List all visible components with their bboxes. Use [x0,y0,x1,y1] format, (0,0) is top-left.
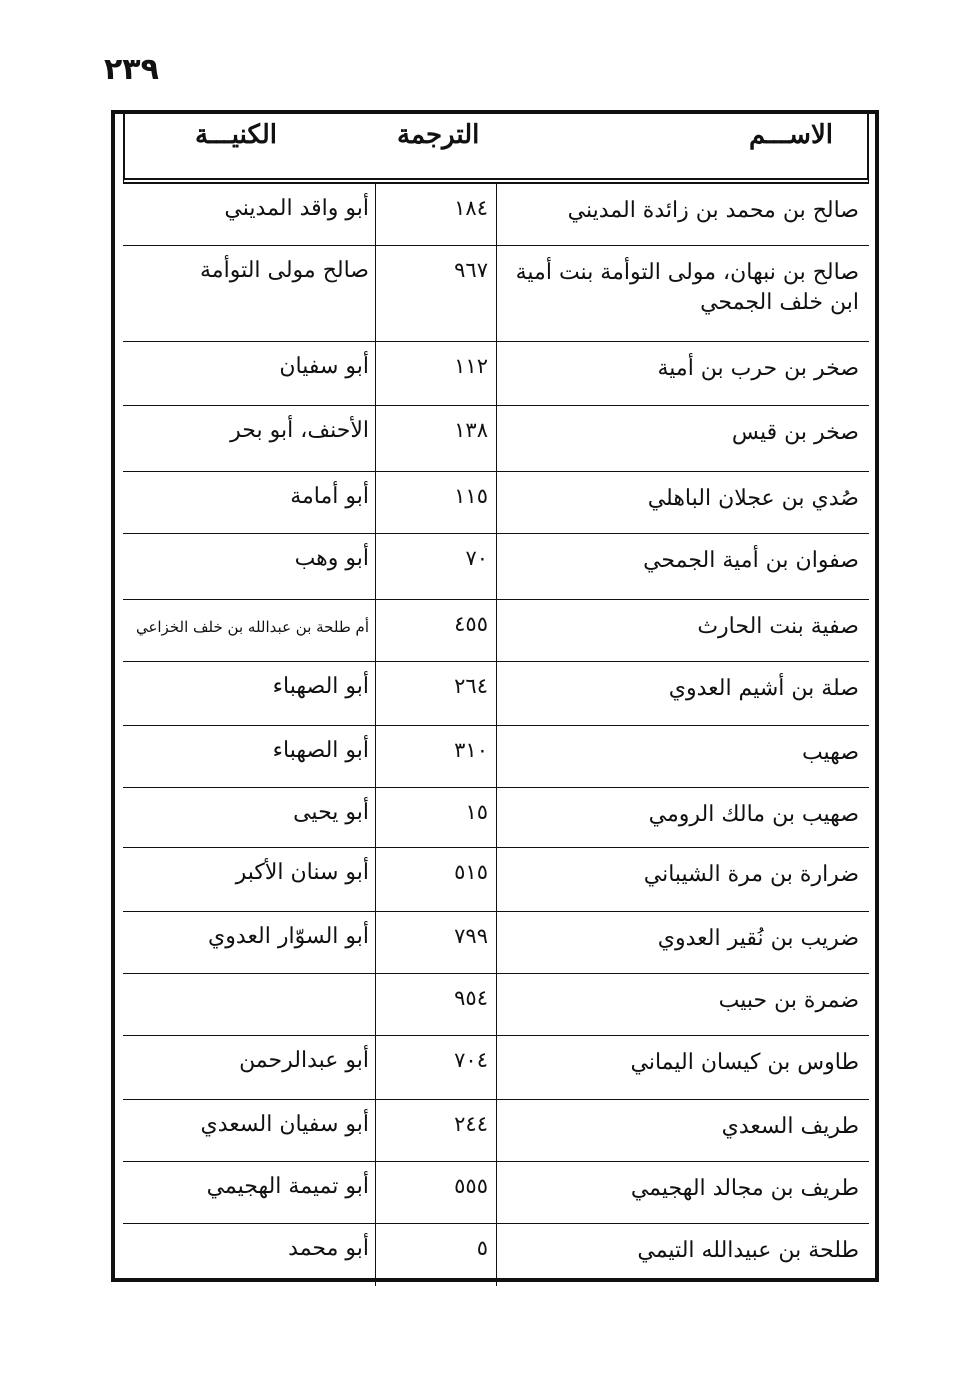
table-row [123,1100,869,1162]
translation-number-cell: ٧٠ [375,534,497,599]
names-table [111,110,879,1282]
name-cell: صالح بن نبهان، مولى التوأمة بنت أمية ابن خلف الجمحي [515,260,859,315]
name-cell: صفوان بن أمية الجمحي [643,548,859,573]
name-cell: صُدي بن عجلان الباهلي [647,486,859,511]
translation-number-cell: ٣١٠ [375,726,497,787]
table-row [123,1162,869,1224]
name-cell: طاوس بن كيسان اليماني [630,1050,859,1075]
name-cell: ضريب بن نُقير العدوي [657,926,859,951]
header-name: الاســـم [749,120,833,150]
name-cell: صخر بن قيس [731,420,859,445]
table-row [123,912,869,974]
header-translation: الترجمة [397,120,480,150]
translation-number-cell: ٥١٥ [375,848,497,911]
table-row [123,600,869,662]
table-row [123,342,869,406]
table-row [123,726,869,788]
name-cell: صالح بن محمد بن زائدة المديني [567,198,859,223]
name-cell: طلحة بن عبيدالله التيمي [637,1238,859,1263]
name-cell: طريف بن مجالد الهجيمي [630,1176,859,1201]
table-row [123,848,869,912]
translation-number-cell: ٢٦٤ [375,662,497,725]
name-cell: صخر بن حرب بن أمية [657,356,859,381]
kunya-cell: أبو أمامة [290,484,369,509]
name-cell: صلة بن أشيم العدوي [668,676,859,701]
table-row [123,974,869,1036]
kunya-cell: أبو سفيان السعدي [200,1112,369,1137]
kunya-cell: الأحنف، أبو بحر [230,418,369,443]
table-row [123,662,869,726]
table-row [123,246,869,342]
translation-number-cell: ٧٩٩ [375,912,497,973]
kunya-cell: أبو الصهباء [272,738,369,763]
name-cell: صفية بنت الحارث [697,614,859,639]
name-cell: طريف السعدي [721,1114,859,1139]
kunya-cell [123,974,375,1035]
name-cell: صهيب بن مالك الرومي [648,802,859,827]
table-row [123,788,869,848]
header-kunya: الكنيـــة [195,120,277,150]
table-row [123,534,869,600]
table-row [123,406,869,472]
translation-number-cell: ١٣٨ [375,406,497,471]
kunya-cell: أبو تميمة الهجيمي [206,1174,369,1199]
translation-number-cell: ٥ [375,1224,497,1286]
kunya-cell: أبو السوّار العدوي [208,924,369,949]
kunya-cell: أبو سفيان [279,354,369,379]
translation-number-cell: ٥٥٥ [375,1162,497,1223]
translation-number-cell: ٩٦٧ [375,246,497,341]
translation-number-cell: ١٨٤ [375,184,497,245]
translation-number-cell: ٩٥٤ [375,974,497,1035]
kunya-cell: أبو وهب [294,546,369,571]
kunya-cell: صالح مولى التوأمة [200,258,369,283]
table-row [123,1036,869,1100]
translation-number-cell: ١١٢ [375,342,497,405]
kunya-cell: أبو يحيى [293,800,369,825]
translation-number-cell: ١١٥ [375,472,497,533]
name-cell: ضمرة بن حبيب [718,988,859,1013]
name-cell: صهيب [801,740,859,765]
table-body [123,184,869,1286]
table-row [123,472,869,534]
translation-number-cell: ٤٥٥ [375,600,497,661]
kunya-cell: أبو محمد [288,1236,369,1261]
kunya-cell: أبو واقد المديني [224,196,369,221]
translation-number-cell: ٧٠٤ [375,1036,497,1099]
table-row [123,184,869,246]
kunya-cell: أبو عبدالرحمن [239,1048,369,1073]
translation-number-cell: ٢٤٤ [375,1100,497,1161]
name-cell: ضرارة بن مرة الشيباني [643,862,859,887]
table-row [123,1224,869,1286]
kunya-cell: أبو سنان الأكبر [235,860,369,885]
kunya-cell: أبو الصهباء [272,674,369,699]
table-header [123,114,869,184]
kunya-cell: أم طلحة بن عبدالله بن خلف الخزاعي [135,618,369,636]
translation-number-cell: ١٥ [375,788,497,847]
page-number: ٢٣٩ [104,52,159,87]
